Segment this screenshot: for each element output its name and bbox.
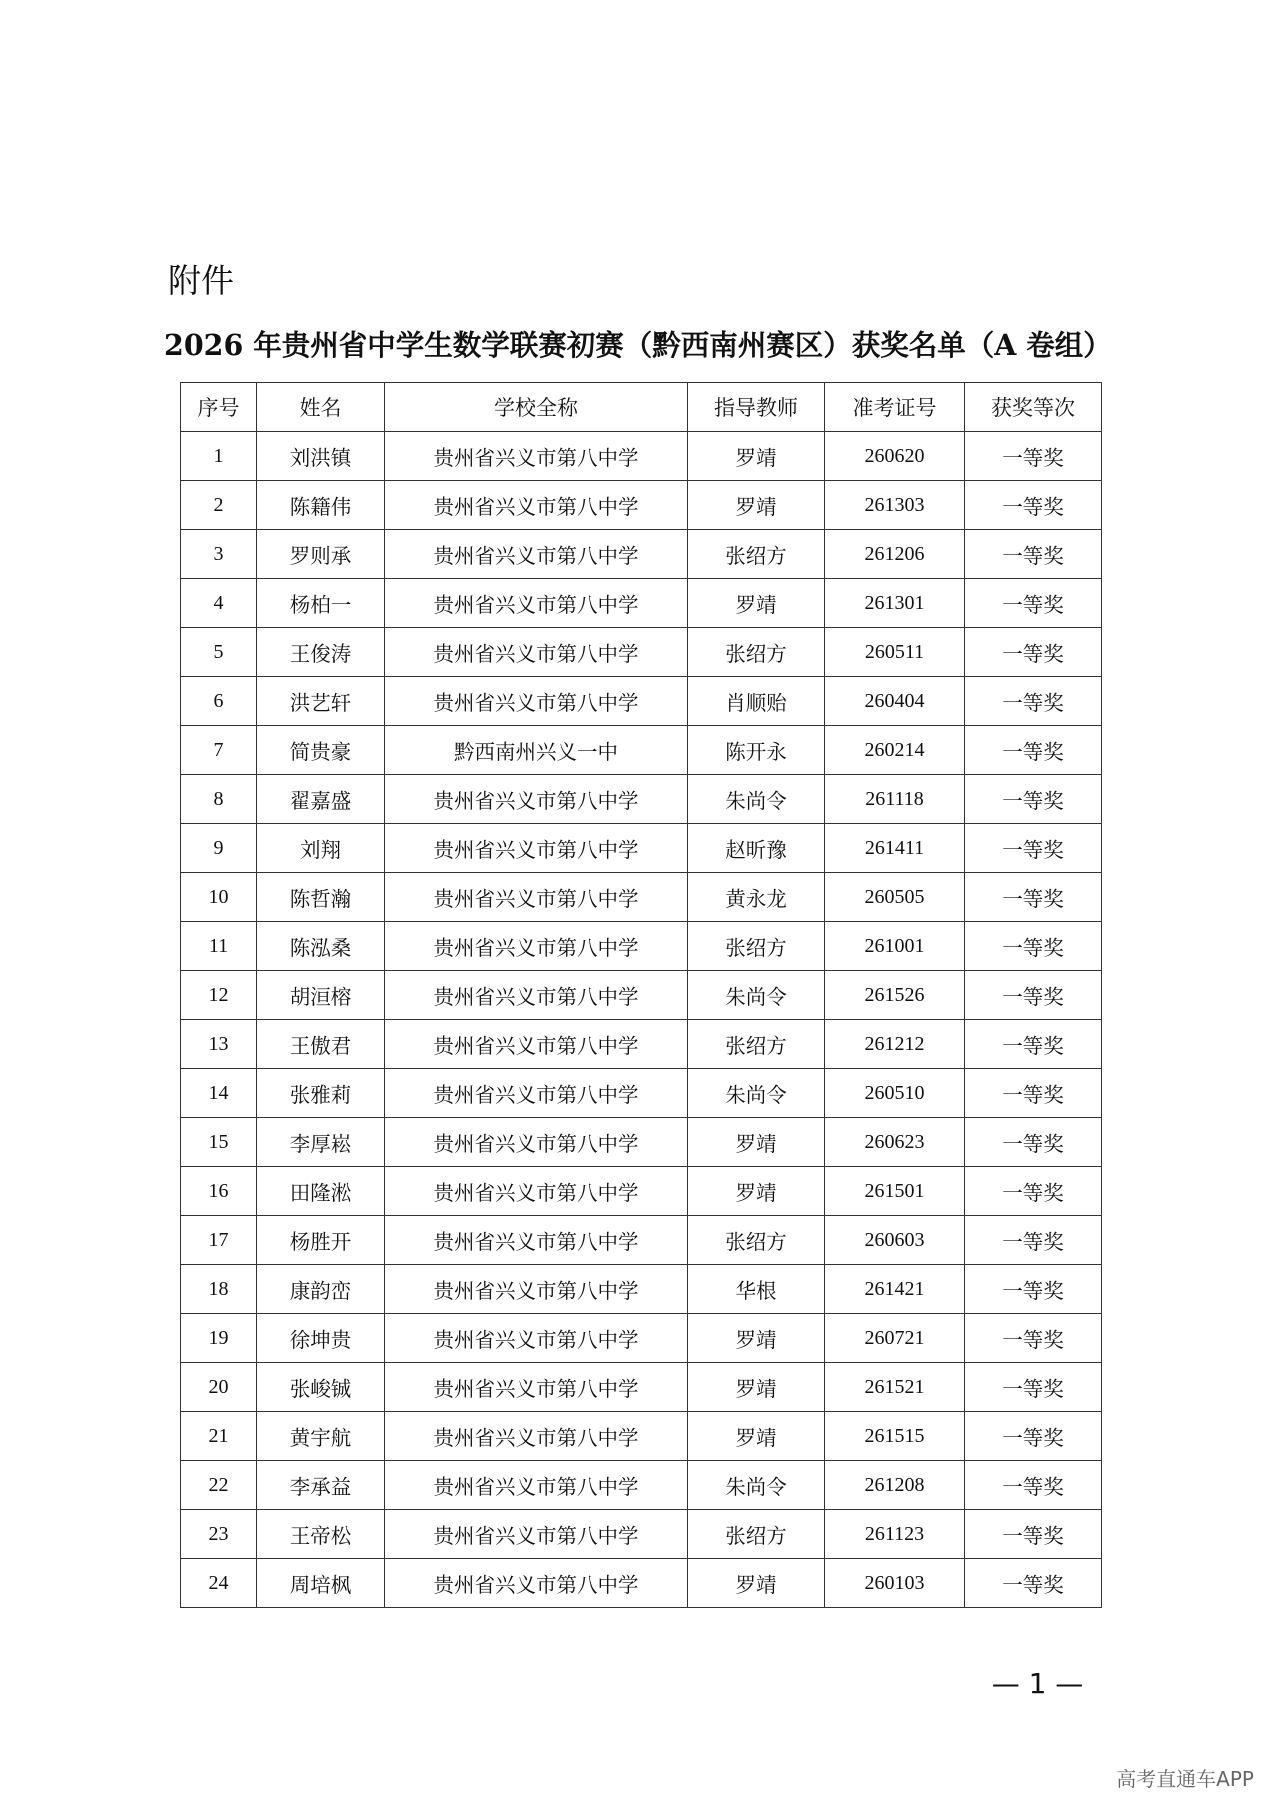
cell-seq: 18 (181, 1265, 257, 1314)
cell-name: 杨柏一 (257, 579, 385, 628)
table-row (181, 824, 1102, 873)
cell-exam-id: 261301 (825, 579, 965, 628)
cell-school: 贵州省兴义市第八中学 (385, 1412, 688, 1461)
cell-exam-id: 261206 (825, 530, 965, 579)
cell-school: 贵州省兴义市第八中学 (385, 677, 688, 726)
cell-seq: 24 (181, 1559, 257, 1608)
table-row (181, 1167, 1102, 1216)
cell-school: 贵州省兴义市第八中学 (385, 1167, 688, 1216)
cell-school: 贵州省兴义市第八中学 (385, 481, 688, 530)
cell-teacher: 罗靖 (688, 1412, 825, 1461)
cell-name: 王帝松 (257, 1510, 385, 1559)
cell-exam-id: 261001 (825, 922, 965, 971)
cell-name: 罗则承 (257, 530, 385, 579)
cell-exam-id: 260511 (825, 628, 965, 677)
table-row (181, 1510, 1102, 1559)
table-row (181, 1020, 1102, 1069)
cell-name: 周培枫 (257, 1559, 385, 1608)
cell-award: 一等奖 (965, 432, 1102, 481)
cell-seq: 10 (181, 873, 257, 922)
cell-school: 贵州省兴义市第八中学 (385, 530, 688, 579)
cell-teacher: 张绍方 (688, 1216, 825, 1265)
cell-award: 一等奖 (965, 1461, 1102, 1510)
cell-teacher: 朱尚令 (688, 971, 825, 1020)
cell-name: 徐坤贵 (257, 1314, 385, 1363)
cell-teacher: 朱尚令 (688, 1461, 825, 1510)
cell-teacher: 肖顺贻 (688, 677, 825, 726)
cell-name: 黄宇航 (257, 1412, 385, 1461)
table-row (181, 1069, 1102, 1118)
cell-school: 黔西南州兴义一中 (385, 726, 688, 775)
cell-award: 一等奖 (965, 1265, 1102, 1314)
cell-teacher: 朱尚令 (688, 1069, 825, 1118)
cell-award: 一等奖 (965, 677, 1102, 726)
cell-teacher: 罗靖 (688, 1559, 825, 1608)
cell-teacher: 罗靖 (688, 1363, 825, 1412)
cell-award: 一等奖 (965, 1216, 1102, 1265)
table-row (181, 971, 1102, 1020)
cell-exam-id: 260103 (825, 1559, 965, 1608)
cell-exam-id: 261208 (825, 1461, 965, 1510)
cell-seq: 5 (181, 628, 257, 677)
cell-award: 一等奖 (965, 873, 1102, 922)
cell-exam-id: 261501 (825, 1167, 965, 1216)
header-seq: 序号 (181, 383, 257, 432)
cell-school: 贵州省兴义市第八中学 (385, 1118, 688, 1167)
table-row (181, 579, 1102, 628)
cell-school: 贵州省兴义市第八中学 (385, 1461, 688, 1510)
cell-name: 张雅莉 (257, 1069, 385, 1118)
cell-teacher: 罗靖 (688, 1118, 825, 1167)
cell-exam-id: 261521 (825, 1363, 965, 1412)
cell-teacher: 罗靖 (688, 1314, 825, 1363)
cell-award: 一等奖 (965, 1167, 1102, 1216)
table-row (181, 1412, 1102, 1461)
cell-teacher: 罗靖 (688, 432, 825, 481)
cell-award: 一等奖 (965, 1118, 1102, 1167)
header-name: 姓名 (257, 383, 385, 432)
cell-exam-id: 260404 (825, 677, 965, 726)
cell-seq: 6 (181, 677, 257, 726)
table-row (181, 873, 1102, 922)
cell-award: 一等奖 (965, 922, 1102, 971)
cell-exam-id: 261212 (825, 1020, 965, 1069)
table-body (181, 432, 1102, 1608)
cell-name: 李承益 (257, 1461, 385, 1510)
cell-award: 一等奖 (965, 726, 1102, 775)
cell-school: 贵州省兴义市第八中学 (385, 873, 688, 922)
cell-teacher: 赵昕豫 (688, 824, 825, 873)
cell-name: 陈籍伟 (257, 481, 385, 530)
table-header (181, 383, 1102, 432)
cell-name: 陈泓桑 (257, 922, 385, 971)
cell-school: 贵州省兴义市第八中学 (385, 775, 688, 824)
cell-seq: 21 (181, 1412, 257, 1461)
cell-seq: 9 (181, 824, 257, 873)
cell-name: 王傲君 (257, 1020, 385, 1069)
table-row (181, 481, 1102, 530)
cell-exam-id: 260620 (825, 432, 965, 481)
cell-award: 一等奖 (965, 579, 1102, 628)
cell-name: 简贵豪 (257, 726, 385, 775)
cell-school: 贵州省兴义市第八中学 (385, 971, 688, 1020)
cell-teacher: 陈开永 (688, 726, 825, 775)
cell-seq: 12 (181, 971, 257, 1020)
cell-exam-id: 260603 (825, 1216, 965, 1265)
table-row (181, 1461, 1102, 1510)
cell-seq: 13 (181, 1020, 257, 1069)
cell-seq: 15 (181, 1118, 257, 1167)
cell-name: 胡洹榕 (257, 971, 385, 1020)
table-row (181, 775, 1102, 824)
cell-seq: 3 (181, 530, 257, 579)
cell-exam-id: 261118 (825, 775, 965, 824)
cell-exam-id: 261515 (825, 1412, 965, 1461)
cell-teacher: 张绍方 (688, 628, 825, 677)
cell-seq: 14 (181, 1069, 257, 1118)
cell-award: 一等奖 (965, 775, 1102, 824)
cell-name: 刘洪镇 (257, 432, 385, 481)
cell-seq: 23 (181, 1510, 257, 1559)
cell-seq: 1 (181, 432, 257, 481)
header-school: 学校全称 (385, 383, 688, 432)
header-teacher: 指导教师 (688, 383, 825, 432)
table-row (181, 1314, 1102, 1363)
cell-seq: 22 (181, 1461, 257, 1510)
cell-seq: 17 (181, 1216, 257, 1265)
cell-seq: 8 (181, 775, 257, 824)
table-row (181, 1559, 1102, 1608)
document-title: 2026 年贵州省中学生数学联赛初赛（黔西南州赛区）获奖名单（A 卷组） (164, 328, 1112, 362)
cell-teacher: 罗靖 (688, 481, 825, 530)
cell-school: 贵州省兴义市第八中学 (385, 1510, 688, 1559)
cell-award: 一等奖 (965, 1020, 1102, 1069)
cell-school: 贵州省兴义市第八中学 (385, 922, 688, 971)
cell-name: 刘翔 (257, 824, 385, 873)
cell-award: 一等奖 (965, 1412, 1102, 1461)
attachment-label: 附件 (168, 261, 234, 300)
cell-school: 贵州省兴义市第八中学 (385, 579, 688, 628)
table-row (181, 628, 1102, 677)
cell-exam-id: 261303 (825, 481, 965, 530)
cell-name: 陈哲瀚 (257, 873, 385, 922)
cell-award: 一等奖 (965, 1559, 1102, 1608)
cell-school: 贵州省兴义市第八中学 (385, 1069, 688, 1118)
cell-exam-id: 261411 (825, 824, 965, 873)
cell-school: 贵州省兴义市第八中学 (385, 628, 688, 677)
cell-name: 洪艺轩 (257, 677, 385, 726)
cell-name: 康韵峦 (257, 1265, 385, 1314)
cell-seq: 16 (181, 1167, 257, 1216)
cell-school: 贵州省兴义市第八中学 (385, 432, 688, 481)
cell-award: 一等奖 (965, 628, 1102, 677)
cell-school: 贵州省兴义市第八中学 (385, 1265, 688, 1314)
cell-seq: 7 (181, 726, 257, 775)
table-row (181, 677, 1102, 726)
cell-exam-id: 260214 (825, 726, 965, 775)
cell-name: 翟嘉盛 (257, 775, 385, 824)
cell-award: 一等奖 (965, 1069, 1102, 1118)
cell-teacher: 张绍方 (688, 1510, 825, 1559)
header-award: 获奖等次 (965, 383, 1102, 432)
header-exam-id: 准考证号 (825, 383, 965, 432)
table-row (181, 1118, 1102, 1167)
cell-seq: 20 (181, 1363, 257, 1412)
table-row (181, 432, 1102, 481)
cell-teacher: 张绍方 (688, 530, 825, 579)
cell-teacher: 朱尚令 (688, 775, 825, 824)
award-table (180, 382, 1102, 1608)
table-row (181, 922, 1102, 971)
table-row (181, 1363, 1102, 1412)
cell-award: 一等奖 (965, 530, 1102, 579)
cell-name: 张峻铖 (257, 1363, 385, 1412)
cell-award: 一等奖 (965, 1314, 1102, 1363)
cell-name: 李厚崧 (257, 1118, 385, 1167)
cell-teacher: 罗靖 (688, 579, 825, 628)
cell-teacher: 张绍方 (688, 922, 825, 971)
cell-exam-id: 260510 (825, 1069, 965, 1118)
cell-exam-id: 261421 (825, 1265, 965, 1314)
cell-school: 贵州省兴义市第八中学 (385, 1559, 688, 1608)
cell-seq: 2 (181, 481, 257, 530)
table-row (181, 530, 1102, 579)
cell-school: 贵州省兴义市第八中学 (385, 1020, 688, 1069)
cell-name: 田隆淞 (257, 1167, 385, 1216)
cell-school: 贵州省兴义市第八中学 (385, 824, 688, 873)
cell-exam-id: 260505 (825, 873, 965, 922)
cell-name: 王俊涛 (257, 628, 385, 677)
table-row (181, 726, 1102, 775)
table-header-row (181, 383, 1102, 432)
cell-award: 一等奖 (965, 824, 1102, 873)
cell-exam-id: 261526 (825, 971, 965, 1020)
cell-name: 杨胜开 (257, 1216, 385, 1265)
cell-exam-id: 260623 (825, 1118, 965, 1167)
page-number: — 1 — (991, 1667, 1084, 1700)
cell-exam-id: 261123 (825, 1510, 965, 1559)
cell-seq: 19 (181, 1314, 257, 1363)
cell-teacher: 华根 (688, 1265, 825, 1314)
cell-school: 贵州省兴义市第八中学 (385, 1216, 688, 1265)
cell-school: 贵州省兴义市第八中学 (385, 1314, 688, 1363)
cell-seq: 11 (181, 922, 257, 971)
table-row (181, 1265, 1102, 1314)
cell-teacher: 张绍方 (688, 1020, 825, 1069)
cell-teacher: 黄永龙 (688, 873, 825, 922)
cell-award: 一等奖 (965, 1510, 1102, 1559)
cell-award: 一等奖 (965, 1363, 1102, 1412)
cell-award: 一等奖 (965, 481, 1102, 530)
cell-award: 一等奖 (965, 971, 1102, 1020)
watermark: 高考直通车APP (1116, 1767, 1254, 1791)
cell-seq: 4 (181, 579, 257, 628)
cell-school: 贵州省兴义市第八中学 (385, 1363, 688, 1412)
table-row (181, 1216, 1102, 1265)
cell-exam-id: 260721 (825, 1314, 965, 1363)
cell-teacher: 罗靖 (688, 1167, 825, 1216)
